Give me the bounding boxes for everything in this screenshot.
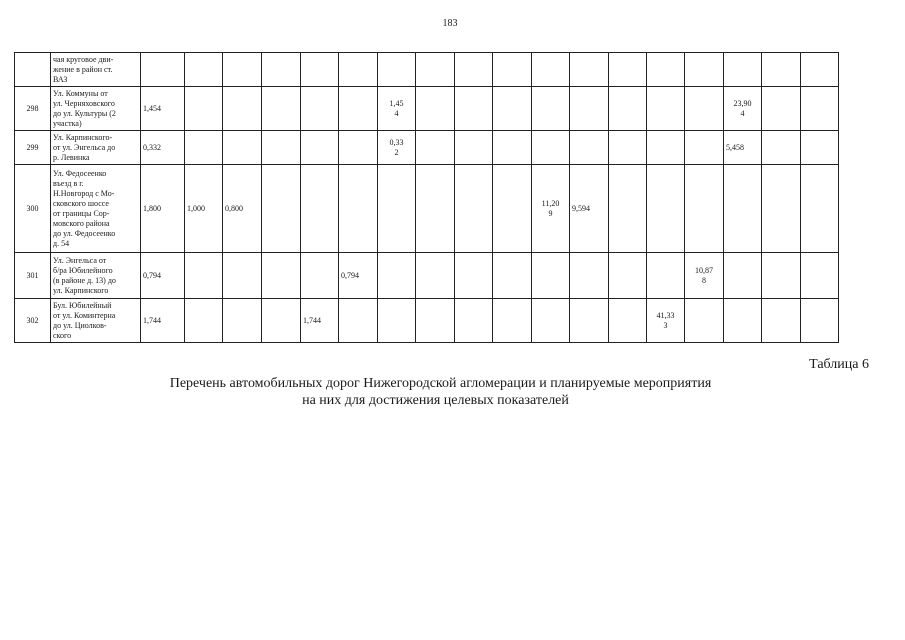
value-cell (416, 131, 455, 165)
value-cell (141, 53, 185, 87)
table-row (15, 87, 839, 131)
page-number: 183 (442, 18, 458, 29)
value-cell (339, 131, 378, 165)
value-cell (301, 131, 339, 165)
value-cell: 1,000 (185, 165, 223, 253)
road-name-line: от границы Сор- (53, 208, 110, 218)
value-cell (609, 165, 647, 253)
value-cell: 1,744 (141, 299, 185, 343)
value-cell (378, 165, 416, 253)
table-row (15, 253, 839, 299)
value-cell: 10,87 8 (685, 253, 724, 299)
value-cell (262, 299, 301, 343)
value-cell (185, 53, 223, 87)
value-cell (378, 299, 416, 343)
value-cell (685, 299, 724, 343)
table-row (15, 299, 839, 343)
value-cell (301, 165, 339, 253)
value-cell (570, 87, 609, 131)
value-cell (301, 53, 339, 87)
value-cell (493, 53, 532, 87)
road-name-line: Ул. Карпинского- (53, 132, 113, 142)
value-cell (185, 131, 223, 165)
road-name-line: до ул. Федосеенко (53, 228, 116, 238)
value-cell (724, 165, 762, 253)
road-name (51, 165, 141, 253)
road-name-line: Н.Новгород с Мо- (53, 188, 115, 198)
value-cell: 9,594 (570, 165, 609, 253)
value-cell (570, 299, 609, 343)
road-name-line: Ул. Федосеенко (53, 168, 107, 178)
value-cell (416, 253, 455, 299)
value-cell (532, 87, 570, 131)
value-cell (647, 53, 685, 87)
road-name-line: р. Левинка (53, 152, 90, 162)
value-cell (801, 53, 839, 87)
value-cell (223, 299, 262, 343)
value-cell (416, 87, 455, 131)
value-cell (301, 253, 339, 299)
value-cell (609, 253, 647, 299)
road-name-line: чая круговое дви- (53, 54, 114, 64)
table-row (15, 131, 839, 165)
road-name-line: д. 54 (53, 238, 70, 248)
value-cell (223, 53, 262, 87)
table-title (0, 375, 905, 409)
table-caption: Таблица 6 (809, 357, 869, 372)
value-cell (685, 165, 724, 253)
value-cell (493, 165, 532, 253)
value-cell (339, 87, 378, 131)
value-cell (262, 165, 301, 253)
value-cell (339, 53, 378, 87)
value-cell (532, 299, 570, 343)
value-cell (262, 53, 301, 87)
row-number: 299 (15, 131, 51, 165)
value-cell (455, 165, 493, 253)
value-cell (762, 131, 801, 165)
value-cell (223, 253, 262, 299)
table-row (15, 53, 839, 87)
value-cell (416, 299, 455, 343)
row-number (15, 53, 51, 87)
value-cell (724, 253, 762, 299)
value-cell (378, 53, 416, 87)
value-cell: 0,794 (339, 253, 378, 299)
table-title-line-1: Перечень автомобильных дорог Нижегородской агломерации и планируемые мероприятия (169, 376, 712, 391)
value-cell (455, 299, 493, 343)
value-cell (685, 53, 724, 87)
value-cell (223, 131, 262, 165)
value-cell: 1,45 4 (378, 87, 416, 131)
value-cell (570, 253, 609, 299)
value-cell: 0,332 (141, 131, 185, 165)
value-cell (647, 87, 685, 131)
road-name-line: въезд в г. (53, 178, 84, 188)
road-name-line: Ул. Энгельса от (53, 255, 107, 265)
row-number: 301 (15, 253, 51, 299)
road-name-line: жение в район ст. (53, 64, 113, 74)
value-cell (493, 253, 532, 299)
value-cell (609, 131, 647, 165)
road-name-line: сковского шоссе (53, 198, 109, 208)
value-cell (532, 53, 570, 87)
road-name-line: ВАЗ (53, 74, 68, 84)
road-name (51, 53, 141, 87)
road-name (51, 299, 141, 343)
road-name-line: Бул. Юбилейный (53, 300, 112, 310)
road-name-line: участка) (53, 118, 82, 128)
road-name (51, 87, 141, 131)
value-cell (493, 131, 532, 165)
road-name-line: до ул. Циолков- (53, 320, 107, 330)
value-cell (647, 165, 685, 253)
value-cell (532, 253, 570, 299)
value-cell (724, 299, 762, 343)
value-cell (724, 53, 762, 87)
road-name-line: ского (53, 330, 72, 340)
value-cell (455, 253, 493, 299)
value-cell (647, 131, 685, 165)
value-cell: 1,800 (141, 165, 185, 253)
road-name-line: б/ра Юбилейного (53, 265, 113, 275)
value-cell (185, 253, 223, 299)
value-cell (339, 165, 378, 253)
road-name-line: от ул. Энгельса до (53, 142, 116, 152)
value-cell (455, 87, 493, 131)
value-cell (762, 53, 801, 87)
value-cell (416, 53, 455, 87)
value-cell (532, 131, 570, 165)
value-cell (609, 299, 647, 343)
value-cell (801, 253, 839, 299)
value-cell (262, 253, 301, 299)
road-name-line: ул. Черняховского (53, 98, 115, 108)
value-cell (455, 131, 493, 165)
value-cell (801, 165, 839, 253)
row-number: 298 (15, 87, 51, 131)
value-cell (455, 53, 493, 87)
value-cell (685, 131, 724, 165)
value-cell (570, 131, 609, 165)
value-cell: 5,458 (724, 131, 762, 165)
value-cell (762, 87, 801, 131)
value-cell (801, 131, 839, 165)
value-cell (609, 87, 647, 131)
value-cell: 0,33 2 (378, 131, 416, 165)
value-cell (223, 87, 262, 131)
value-cell (762, 165, 801, 253)
value-cell (262, 131, 301, 165)
value-cell: 1,454 (141, 87, 185, 131)
road-name (51, 131, 141, 165)
value-cell: 0,794 (141, 253, 185, 299)
value-cell (339, 299, 378, 343)
value-cell: 23,90 4 (724, 87, 762, 131)
road-name (51, 253, 141, 299)
value-cell (416, 165, 455, 253)
value-cell (378, 253, 416, 299)
table-title-line-2: на них для достижения целевых показателей (302, 393, 569, 408)
value-cell (493, 87, 532, 131)
road-name-line: Ул. Коммуны от (53, 88, 108, 98)
value-cell: 1,744 (301, 299, 339, 343)
road-name-line: до ул. Культуры (2 (53, 108, 116, 118)
value-cell (762, 299, 801, 343)
row-number: 302 (15, 299, 51, 343)
table-row (15, 165, 839, 253)
roads-table (14, 52, 839, 343)
road-name-line: от ул. Коминтерна (53, 310, 116, 320)
road-name-line: мовского района (53, 218, 110, 228)
value-cell (762, 253, 801, 299)
value-cell (493, 299, 532, 343)
value-cell (262, 87, 301, 131)
value-cell: 41,33 3 (647, 299, 685, 343)
row-number: 300 (15, 165, 51, 253)
road-name-line: (в районе д. 13) до (53, 275, 116, 285)
value-cell (801, 299, 839, 343)
value-cell: 11,20 9 (532, 165, 570, 253)
value-cell (185, 299, 223, 343)
value-cell (647, 253, 685, 299)
value-cell (685, 87, 724, 131)
value-cell (801, 87, 839, 131)
value-cell (301, 87, 339, 131)
value-cell (609, 53, 647, 87)
value-cell: 0,800 (223, 165, 262, 253)
road-name-line: ул. Карпинского (53, 285, 109, 295)
value-cell (185, 87, 223, 131)
value-cell (570, 53, 609, 87)
